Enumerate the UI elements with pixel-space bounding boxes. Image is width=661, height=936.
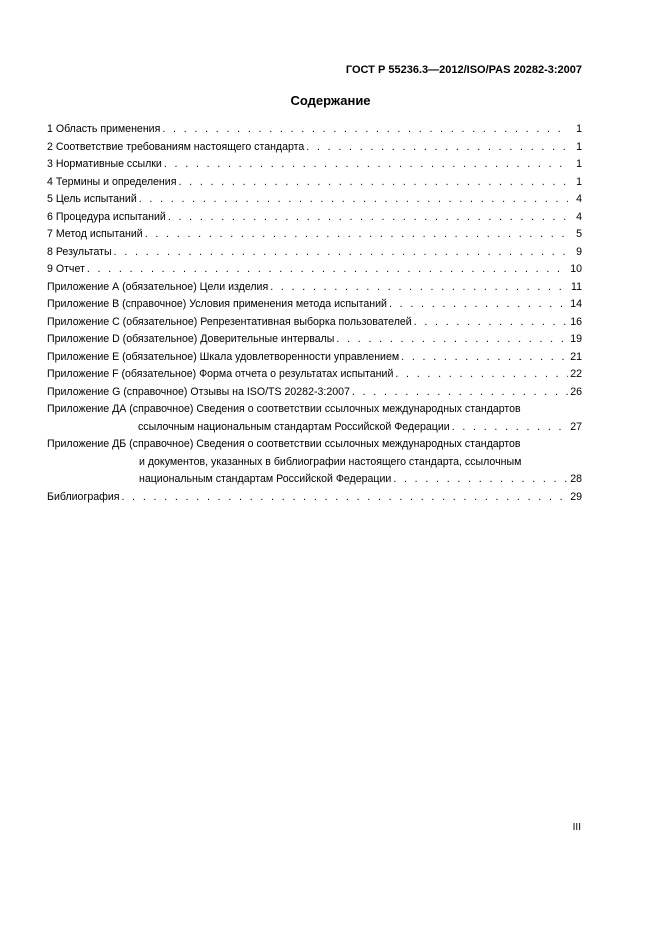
toc-entry-page: 27: [570, 420, 582, 433]
toc-entry-line: Приложение ДБ (справочное) Сведения о соответствии ссылочных международных стандартов: [47, 438, 521, 450]
toc-entry-label: Приложение В (справочное) Условия применения метода испытаний: [47, 298, 387, 310]
toc-entry[interactable]: [47, 314, 582, 332]
toc-entry-page: 1: [576, 140, 582, 153]
toc-entry-label: 4 Термины и определения: [47, 175, 177, 188]
toc-entry[interactable]: [47, 244, 582, 262]
toc-entry[interactable]: [47, 226, 582, 244]
toc-entry-label: 1 Область применения: [47, 123, 161, 135]
toc-leader-dots: [121, 489, 568, 507]
toc-entry-page: 1: [576, 123, 582, 135]
toc-leader-dots: [139, 191, 568, 209]
toc-entry-page: 9: [576, 245, 582, 258]
toc-leader-dots: [393, 471, 568, 489]
toc-entry-label: 6 Процедура испытаний: [47, 210, 166, 223]
toc-leader-dots: [414, 314, 568, 332]
toc-entry-line: Приложение ДА (справочное) Сведения о соответствии ссылочных международных стандартов: [47, 403, 521, 415]
toc-entry[interactable]: [47, 366, 582, 384]
toc-leader-dots: [162, 121, 568, 139]
document-code: ГОСТ Р 55236.3—2012/ISO/PAS 20282-3:2007: [345, 64, 582, 76]
toc-entry-label: 2 Соответствие требованиям настоящего стандарта: [47, 140, 305, 153]
toc-leader-dots: [178, 174, 568, 192]
toc-entry[interactable]: [47, 139, 582, 157]
toc-entry-bibliography[interactable]: [47, 489, 582, 507]
toc-entry-label: 7 Метод испытаний: [47, 228, 143, 240]
toc-entry-page: 11: [571, 280, 582, 293]
toc-entry-label: 9 Отчет: [47, 263, 85, 275]
toc-entry-label: 3 Нормативные ссылки: [47, 158, 162, 170]
toc-entry-page: 1: [576, 175, 582, 188]
toc-entry-label: Приложение G (справочное) Отзывы на ISO/TS 20282-3:2007: [47, 385, 350, 398]
toc-entry-label: Приложение D (обязательное) Доверительные интервалы: [47, 333, 335, 345]
toc-entries: [47, 121, 582, 401]
toc-leader-dots: [352, 384, 568, 402]
toc-entry-annex-da[interactable]: [47, 401, 582, 436]
toc-entry-page: 29: [570, 490, 582, 503]
toc-entry-label: национальным стандартам Российской Федерации: [139, 473, 392, 485]
toc-entry-page: 22: [570, 368, 582, 380]
toc-entry-page: 4: [576, 193, 582, 205]
toc-entry[interactable]: [47, 296, 582, 314]
toc-entry[interactable]: [47, 279, 582, 297]
toc-leader-dots: [168, 209, 568, 227]
toc-entry-label: Приложение F (обязательное) Форма отчета о результатах испытаний: [47, 368, 394, 380]
toc-leader-dots: [452, 419, 568, 437]
toc-entry[interactable]: [47, 349, 582, 367]
toc-entry-page: 16: [570, 315, 582, 328]
toc-entry[interactable]: [47, 156, 582, 174]
toc-leader-dots: [145, 226, 568, 244]
toc-entry[interactable]: [47, 121, 582, 139]
toc-entry-label: Приложение А (обязательное) Цели изделия: [47, 280, 269, 293]
toc-entry-line: и документов, указанных в библиографии настоящего стандарта, ссылочным: [139, 455, 522, 468]
toc-entry-label: ссылочным национальным стандартам Российской Федерации: [138, 420, 450, 433]
toc-leader-dots: [306, 139, 568, 157]
toc-leader-dots: [401, 349, 568, 367]
toc-entry-page: 5: [576, 228, 582, 240]
toc-title: Содержание: [290, 93, 371, 108]
toc-entry-label: Приложение С (обязательное) Репрезентативная выборка пользователей: [47, 315, 412, 328]
table-of-contents: [47, 121, 582, 506]
page-number: III: [572, 822, 581, 833]
toc-entry-page: 4: [576, 210, 582, 223]
toc-leader-dots: [395, 366, 568, 384]
toc-entry-label: 8 Результаты: [47, 245, 112, 258]
toc-leader-dots: [389, 296, 568, 314]
toc-entry-label: 5 Цель испытаний: [47, 193, 137, 205]
toc-entry-page: 10: [570, 263, 582, 275]
toc-entry-label: Библиография: [47, 490, 120, 503]
toc-entry[interactable]: [47, 174, 582, 192]
toc-leader-dots: [87, 261, 568, 279]
toc-entry[interactable]: [47, 209, 582, 227]
toc-entry[interactable]: [47, 261, 582, 279]
toc-entry-page: 28: [570, 473, 582, 485]
toc-entry[interactable]: [47, 384, 582, 402]
toc-entry-label: Приложение Е (обязательное) Шкала удовлетворенности управлением: [47, 350, 400, 363]
toc-leader-dots: [270, 279, 568, 297]
toc-entry[interactable]: [47, 331, 582, 349]
toc-entry[interactable]: [47, 191, 582, 209]
toc-entry-page: 14: [570, 298, 582, 310]
toc-entry-page: 19: [570, 333, 582, 345]
toc-leader-dots: [114, 244, 568, 262]
toc-leader-dots: [164, 156, 568, 174]
toc-entry-page: 1: [576, 158, 582, 170]
toc-entry-page: 26: [570, 385, 582, 398]
toc-entry-page: 21: [570, 350, 582, 363]
toc-entry-annex-db[interactable]: [47, 436, 582, 489]
toc-leader-dots: [336, 331, 568, 349]
